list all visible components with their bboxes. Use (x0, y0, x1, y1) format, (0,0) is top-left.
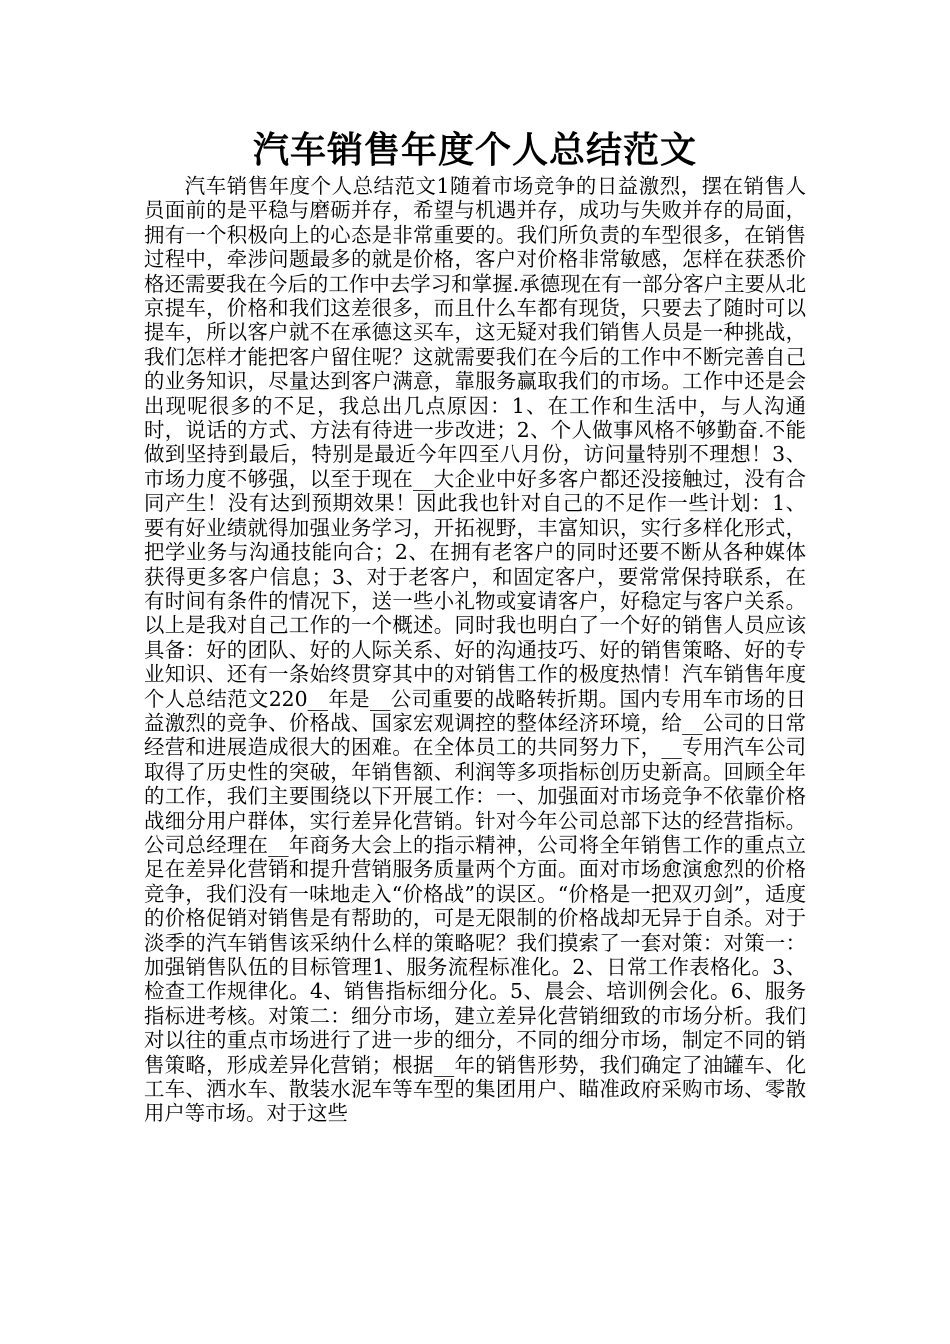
document-title: 汽车销售年度个人总结范文 (252, 130, 697, 171)
document-body-paragraph: 汽车销售年度个人总结范文1随着市场竞争的日益激烈，摆在销售人员面前的是平稳与磨砺并存，希望与机遇并存，成功与失败并存的局面，拥有一个积极向上的心态是非常重要的。我们所负责的车型很多，在销售过程中，牵涉问题最多的就是价格，客户对价格非常敏感，怎样在获悉价格还需要我在今后的工作中去学习和掌握.承德现在有一部分客户主要从北京提车，价格和我们这差很多，而且什么车都有现货，只要去了随时可以提车，所以客户就不在承德这买车，这无疑对我们销售人员是一种挑战，我们怎样才能把客户留住呢？这就需要我们在今后的工作中不断完善自己的业务知识，尽量达到客户满意，靠服务赢取我们的市场。工作中还是会出现呢很多的不足，我总出几点原因：1、在工作和生活中，与人沟通时，说话的方式、方法有待进一步改进；2、个人做事风格不够勤奋.不能做到坚持到最后，特别是最近今年四至八月份，访问量特别不理想！3、市场力度不够强，以至于现在__大企业中好多客户都还没接触过，没有合同产生！没有达到预期效果！因此我也针对自己的不足作一些计划：1、要有好业绩就得加强业务学习，开拓视野，丰富知识，实行多样化形式，把学业务与沟通技能向合；2、在拥有老客户的同时还要不断从各种媒体获得更多客户信息；3、对于老客户，和固定客户，要常常保持联系，在有时间有条件的情况下，送一些小礼物或宴请客户，好稳定与客户关系。以上是我对自己工作的一个概述。同时我也明白了一个好的销售人员应该具备：好的团队、好的人际关系、好的沟通技巧、好的销售策略、好的专业知识、还有一条始终贯穿其中的对销售工作的极度热情！汽车销售年度个人总结范文220__年是__公司重要的战略转折期。国内专用车市场的日益激烈的竞争、价格战、国家宏观调控的整体经济环境，给__公司的日常经营和进展造成很大的困难。在全体员工的共同努力下，__专用汽车公司取得了历史性的突破，年销售额、利润等多项指标创历史新高。回顾全年的工作，我们主要围绕以下开展工作：一、加强面对市场竞争不依靠价格战细分用户群体，实行差异化营销。针对今年公司总部下达的经营指标。公司总经理在__年商务大会上的指示精神，公司将全年销售工作的重点立足在差异化营销和提升营销服务质量两个方面。面对市场愈演愈烈的价格竞争，我们没有一味地走入“价格战”的误区。“价格是一把双刃剑”，适度的价格促销对销售是有帮助的，可是无限制的价格战却无异于自杀。对于淡季的汽车销售该采纳什么样的策略呢？我们摸索了一套对策：对策一：加强销售队伍的目标管理1、服务流程标准化。2、日常工作表格化。3、检查工作规律化。4、销售指标细分化。5、晨会、培训例会化。6、服务指标进考核。对策二：细分市场，建立差异化营销细致的市场分析。我们对以往的重点市场进行了进一步的细分，不同的细分市场，制定不同的销售策略，形成差异化营销；根据__年的销售形势，我们确定了油罐车、化工车、洒水车、散装水泥车等车型的集团用户、瞄准政府采购市场、零散用户等市场。对于这些 (144, 174, 806, 1126)
